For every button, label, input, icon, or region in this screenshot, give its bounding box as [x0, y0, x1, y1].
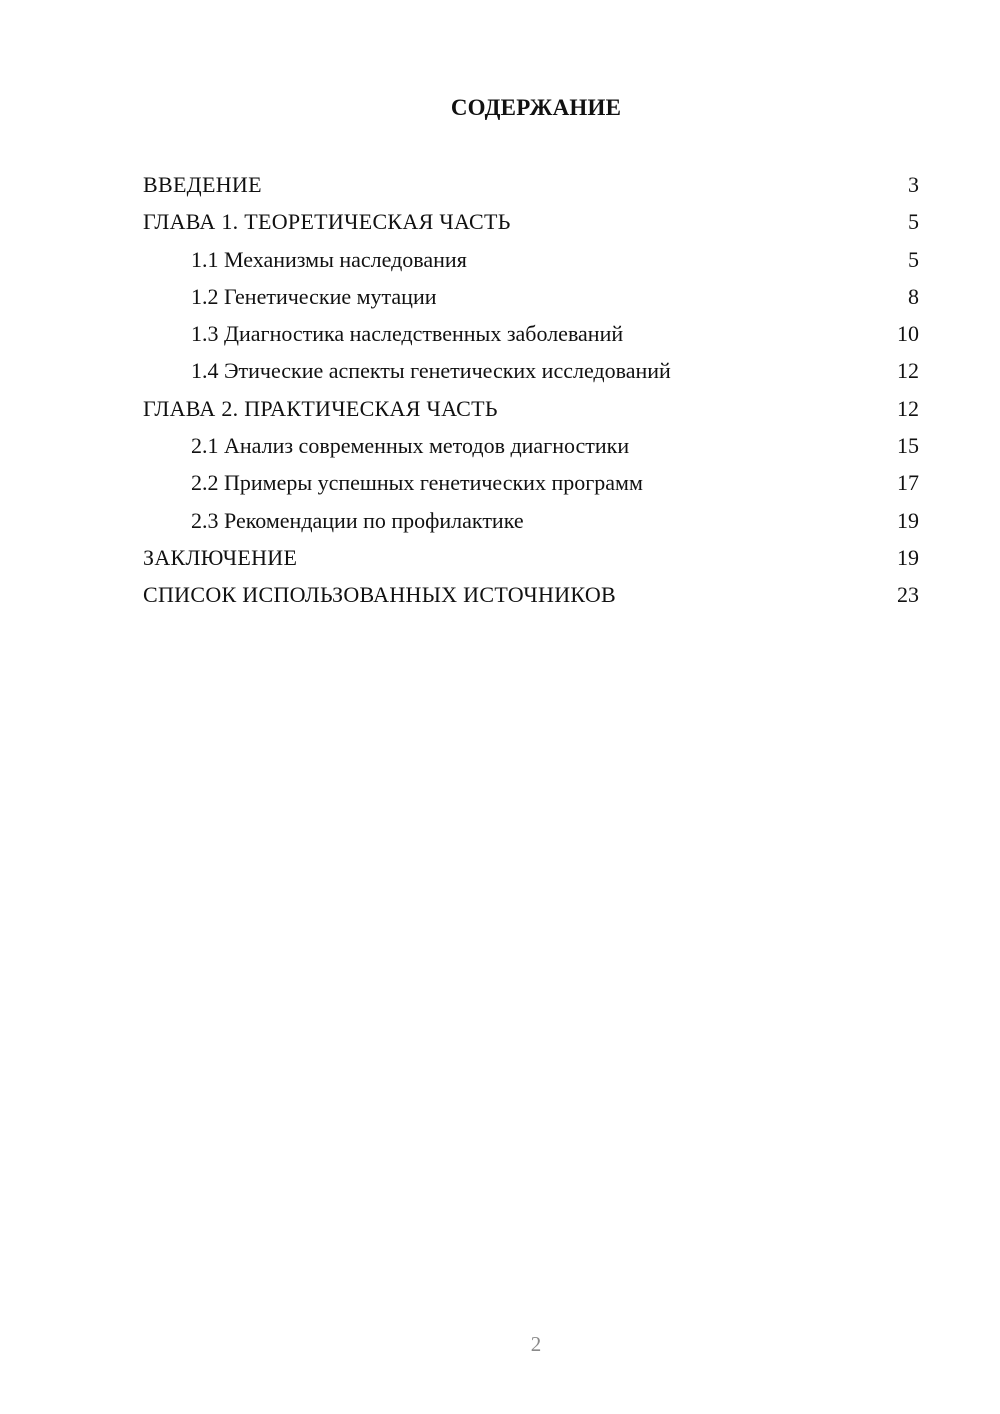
toc-entry-page: 3 [908, 172, 919, 197]
toc-entry-2-1[interactable] [143, 427, 919, 464]
toc-entry-page: 15 [897, 433, 919, 459]
toc-entry-page: 19 [897, 507, 919, 533]
table-of-contents [143, 166, 919, 614]
toc-entry-label: 2.1 Анализ современных методов диагностики [191, 433, 630, 459]
toc-entry-label: ГЛАВА 1. ТЕОРЕТИЧЕСКАЯ ЧАСТЬ [143, 209, 511, 235]
toc-entry-1-1[interactable] [143, 241, 919, 278]
toc-entry-page: 12 [897, 395, 919, 421]
toc-entry-references[interactable] [143, 576, 919, 613]
toc-entry-label: 1.4 Этические аспекты генетических исследований [191, 358, 671, 384]
toc-entry-chapter-1[interactable] [143, 203, 919, 240]
toc-entry-page: 23 [897, 582, 919, 608]
toc-entry-label: 2.3 Рекомендации по профилактике [191, 507, 524, 533]
page-title: СОДЕРЖАНИЕ [450, 95, 622, 120]
toc-entry-page: 5 [908, 209, 919, 235]
toc-entry-chapter-2[interactable] [143, 390, 919, 427]
toc-entry-page: 5 [908, 246, 919, 272]
toc-entry-page: 10 [897, 321, 919, 347]
toc-entry-page: 8 [908, 283, 919, 309]
page-number: 2 [530, 1332, 542, 1356]
toc-entry-1-2[interactable] [143, 278, 919, 315]
toc-entry-page: 12 [897, 358, 919, 384]
toc-entry-label: ГЛАВА 2. ПРАКТИЧЕСКАЯ ЧАСТЬ [143, 395, 498, 421]
toc-entry-label: 1.2 Генетические мутации [191, 283, 437, 309]
toc-entry-conclusion[interactable] [143, 539, 919, 576]
toc-entry-1-4[interactable] [143, 352, 919, 389]
toc-entry-introduction[interactable] [143, 166, 919, 203]
toc-entry-page: 17 [897, 470, 919, 496]
toc-entry-label: ЗАКЛЮЧЕНИЕ [143, 544, 298, 570]
toc-entry-1-3[interactable] [143, 315, 919, 352]
toc-entry-label: 2.2 Примеры успешных генетических программ [191, 470, 643, 496]
toc-entry-2-3[interactable] [143, 502, 919, 539]
toc-entry-label: 1.1 Механизмы наследования [191, 246, 467, 272]
toc-entry-2-2[interactable] [143, 464, 919, 501]
toc-entry-label: СПИСОК ИСПОЛЬЗОВАННЫХ ИСТОЧНИКОВ [143, 582, 616, 608]
toc-entry-label: ВВЕДЕНИЕ [143, 172, 262, 197]
toc-entry-page: 19 [897, 544, 919, 570]
toc-entry-label: 1.3 Диагностика наследственных заболеваний [191, 321, 624, 347]
